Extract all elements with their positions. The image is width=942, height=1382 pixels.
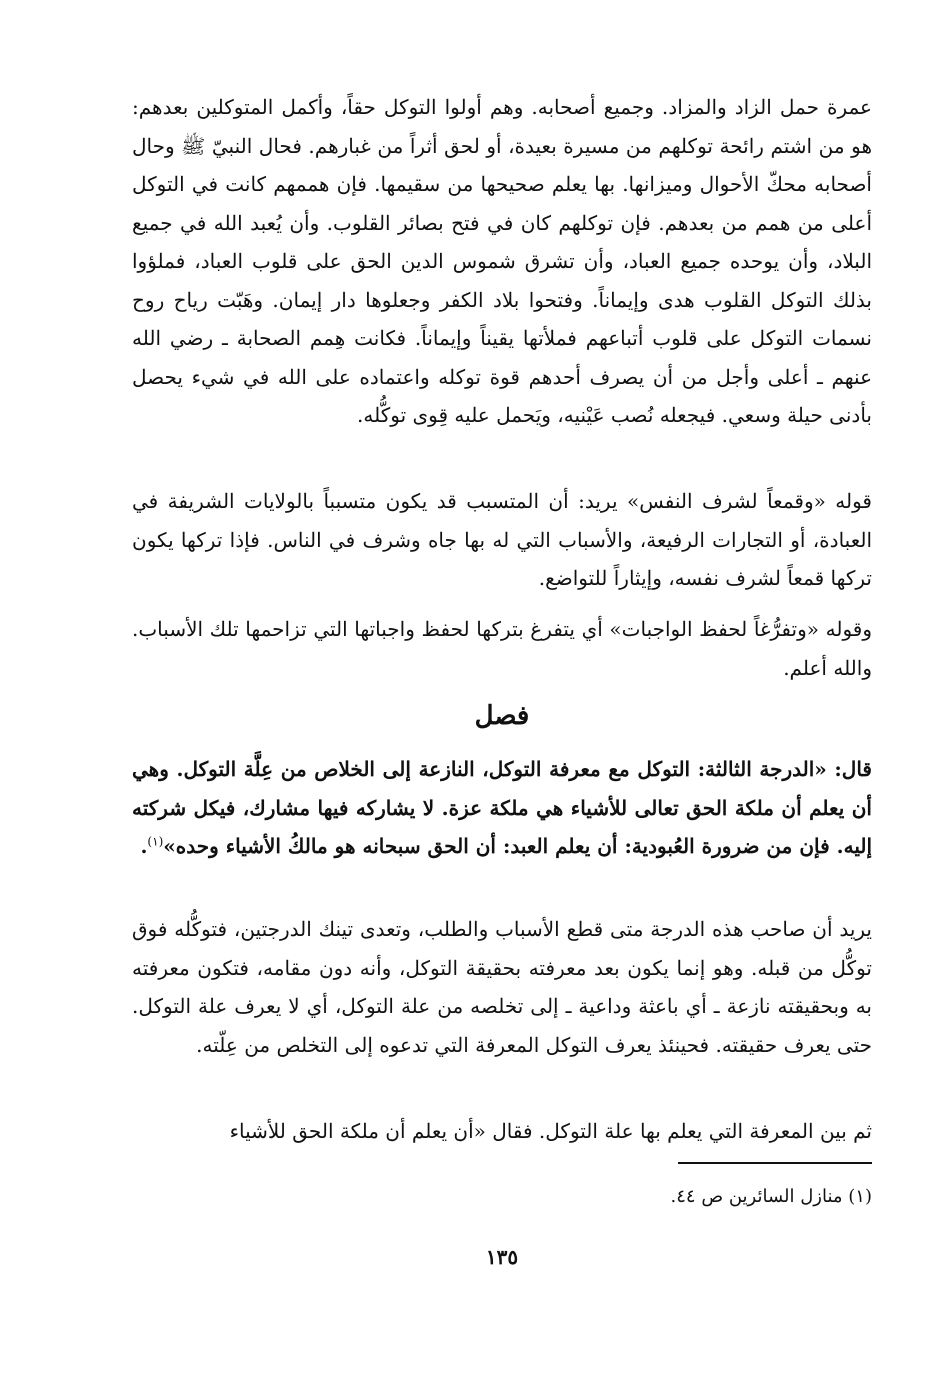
section-heading: فصل xyxy=(474,701,530,731)
footnote-reference: (١) xyxy=(147,834,164,849)
page-number: ١٣٥ xyxy=(485,1245,519,1269)
footnote: (١) منازل السائرين ص ٤٤. xyxy=(670,1186,872,1207)
quote-text: قال: «الدرجة الثالثة: التوكل مع معرفة التوكل، النازعة إلى الخلاص من عِلَّة التوكل. وهي أن يعلم أن ملكة الحق تعالى للأشياء هي ملكة عزة. لا يشاركه فيها مشارك، فيكل شركته إليه. فإن من ضرورة العُبودية: أن يعلم العبد: أن الحق سبحانه هو مالكُ الأشياء وحده» xyxy=(132,757,872,858)
paragraph-5: ثم بين المعرفة التي يعلم بها علة التوكل. فقال «أن يعلم أن ملكة الحق للأشياء xyxy=(229,1119,872,1143)
paragraph-3: وقوله «وتفرُّغاً لحفظ الواجبات» أي يتفرغ بتركها لحفظ واجباتها التي تزاحمها تلك الأسباب. والله أعلم. xyxy=(132,617,872,680)
paragraph-4: يريد أن صاحب هذه الدرجة متى قطع الأسباب والطلب، وتعدى تينك الدرجتين، فتوكُّله فوق توكُّل من قبله. وهو إنما يكون بعد معرفته بحقيقة التوكل، وأنه دون مقامه، فتكون معرفته به وبحقيقته نازعة ـ أي باعثة وداعية ـ إلى تخلصه من علة التوكل، أي لا يعرف علة التوكل. حتى يعرف حقيقته. فحينئذ يعرف التوكل المعرفة التي تدعوه إلى التخلص من عِلّته. xyxy=(132,917,873,1057)
paragraph-1: عمرة حمل الزاد والمزاد. وجميع أصحابه. وهم أولوا التوكل حقاً، وأكمل المتوكلين بعدهم: هو من اشتم رائحة توكلهم من مسيرة بعيدة، أو لحق أثراً من غبارهم. فحال النبيّ ﷺ وحال أصحابه محكّ الأحوال وميزانها. بها يعلم صحيحها من سقيمها. فإن هممهم كانت في التوكل أعلى من همم من بعدهم. فإن توكلهم كان في فتح بصائر القلوب. وأن يُعبد الله في جميع البلاد، وأن يوحده جميع العباد، وأن تشرق شموس الدين الحق على قلوب العباد، فملؤوا بذلك التوكل القلوب هدى وإيماناً. وفتحوا بلاد الكفر وجعلوها دار إيمان. وهَبّت رياح روح نسمات التوكل على قلوب أتباعهم فملأتها يقيناً وإيماناً. فكانت هِمم الصحابة ـ رضي الله عنهم ـ أعلى وأجل من أن يصرف أحدهم قوة توكله واعتماده على الله في شيء يحصل بأدنى حيلة وسعي. فيجعله نُصب عَيْنيه، ويَحمل عليه قِوى توكُّله. xyxy=(132,95,872,427)
quote-end: . xyxy=(140,834,148,858)
footnote-divider xyxy=(678,1162,872,1164)
paragraph-2: قوله «وقمعاً لشرف النفس» يريد: أن المتسبب قد يكون متسبباً بالولايات الشريفة في العبادة، أو التجارات الرفيعة، والأسباب التي له بها جاه وشرف في الناس. فإذا تركها يكون تركها قمعاً لشرف نفسه، وإيثاراً للتواضع. xyxy=(132,489,872,590)
quoted-paragraph xyxy=(132,750,872,866)
